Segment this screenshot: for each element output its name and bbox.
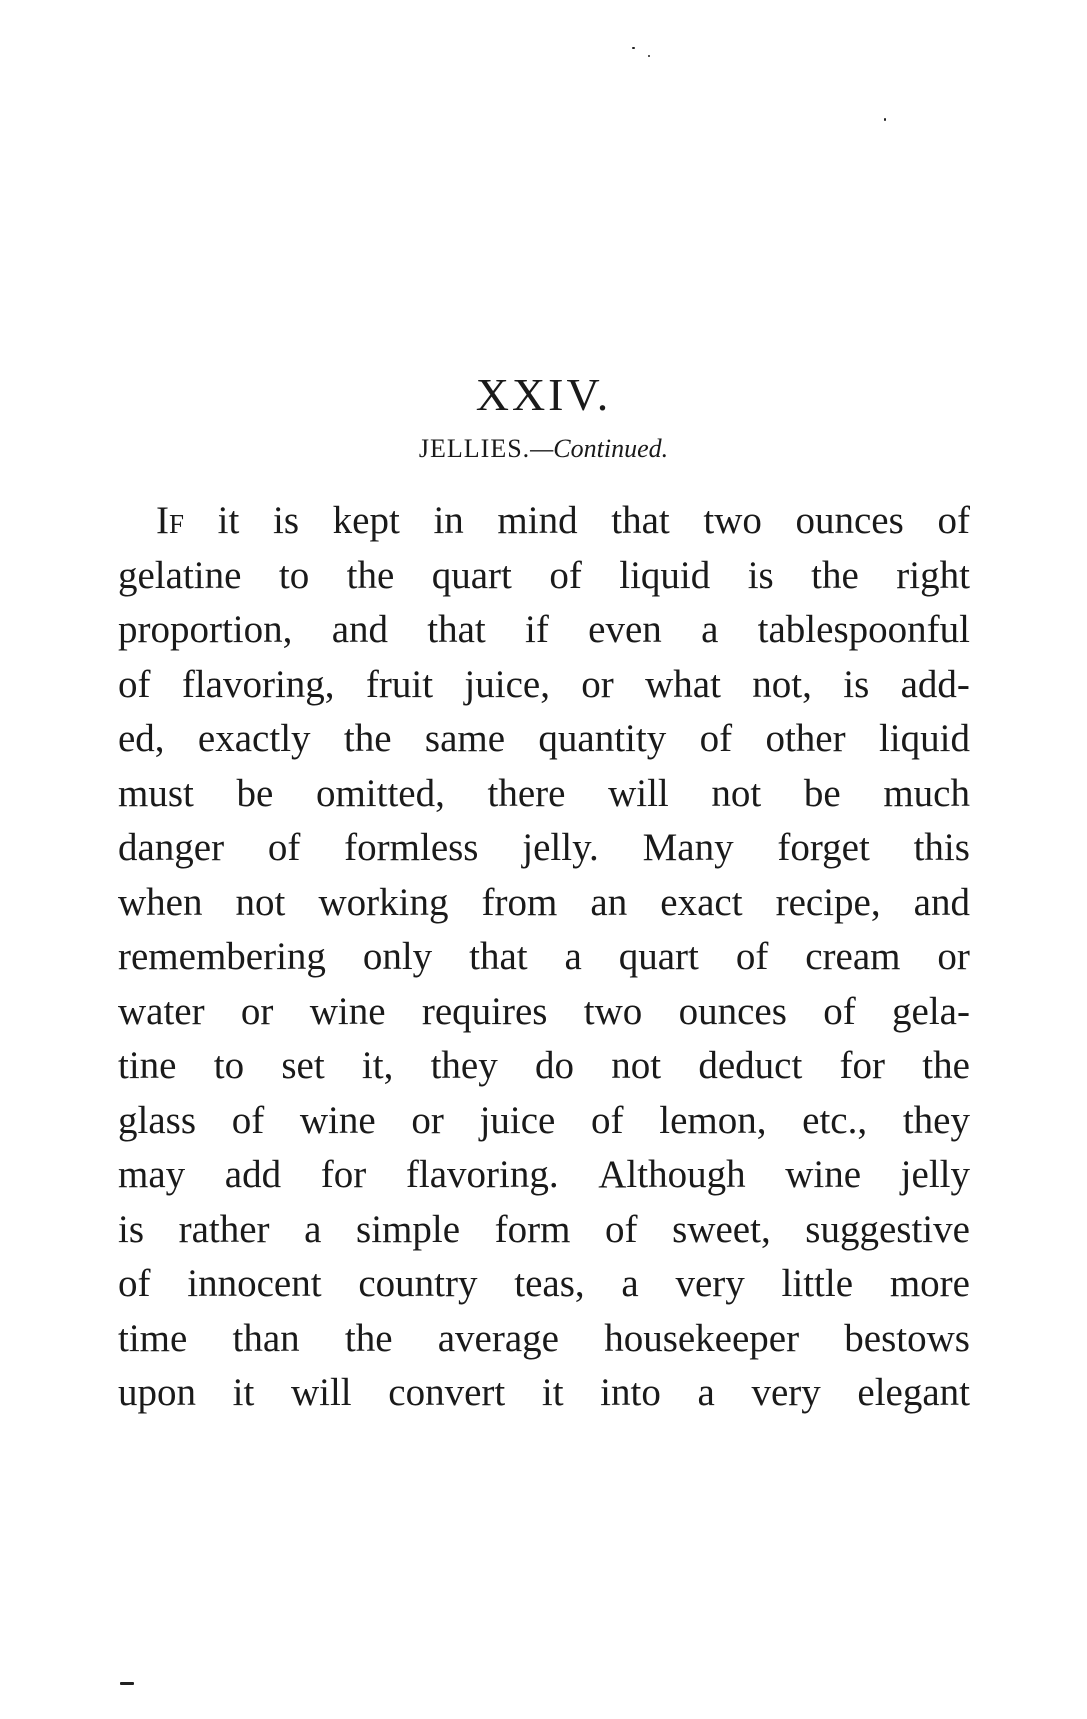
text-line: remembering only that a quart of cream or [118, 935, 970, 978]
body-text [118, 494, 970, 1421]
text-line: proportion, and that if even a tablespoonful [118, 608, 970, 651]
text-line: glass of wine or juice of lemon, etc., they [118, 1098, 970, 1142]
text-line: If it is kept in mind that two ounces of [156, 499, 970, 542]
text-line: of innocent country teas, a very little more [118, 1262, 970, 1305]
text-line: gelatine to the quart of liquid is the right [118, 553, 970, 597]
text-line: of flavoring, fruit juice, or what not, is add- [118, 662, 970, 706]
text-line: water or wine requires two ounces of gela- [118, 989, 970, 1033]
section-heading [0, 436, 1087, 462]
print-speck [632, 47, 635, 49]
text-line: must be omitted, there will not be much [118, 771, 970, 815]
text-line: tine to set it, they do not deduct for the [118, 1044, 970, 1087]
text-line: is rather a simple form of sweet, suggestive [118, 1207, 970, 1251]
text-line: time than the average housekeeper bestows [118, 1316, 970, 1360]
print-speck [648, 55, 650, 57]
text-line: ed, exactly the same quantity of other liquid [118, 717, 970, 760]
text-line: when not working from an exact recipe, and [118, 880, 970, 924]
text-line: danger of formless jelly. Many forget this [118, 826, 970, 869]
print-speck [884, 118, 886, 121]
section-title: JELLIES. [418, 434, 531, 463]
text-line: upon it will convert it into a very elegant [118, 1371, 970, 1414]
print-speck [120, 1682, 134, 1685]
text-line: may add for flavoring. Although wine jelly [118, 1153, 970, 1196]
chapter-number: XXIV. [475, 369, 612, 420]
section-continued: —Continued. [530, 434, 669, 463]
